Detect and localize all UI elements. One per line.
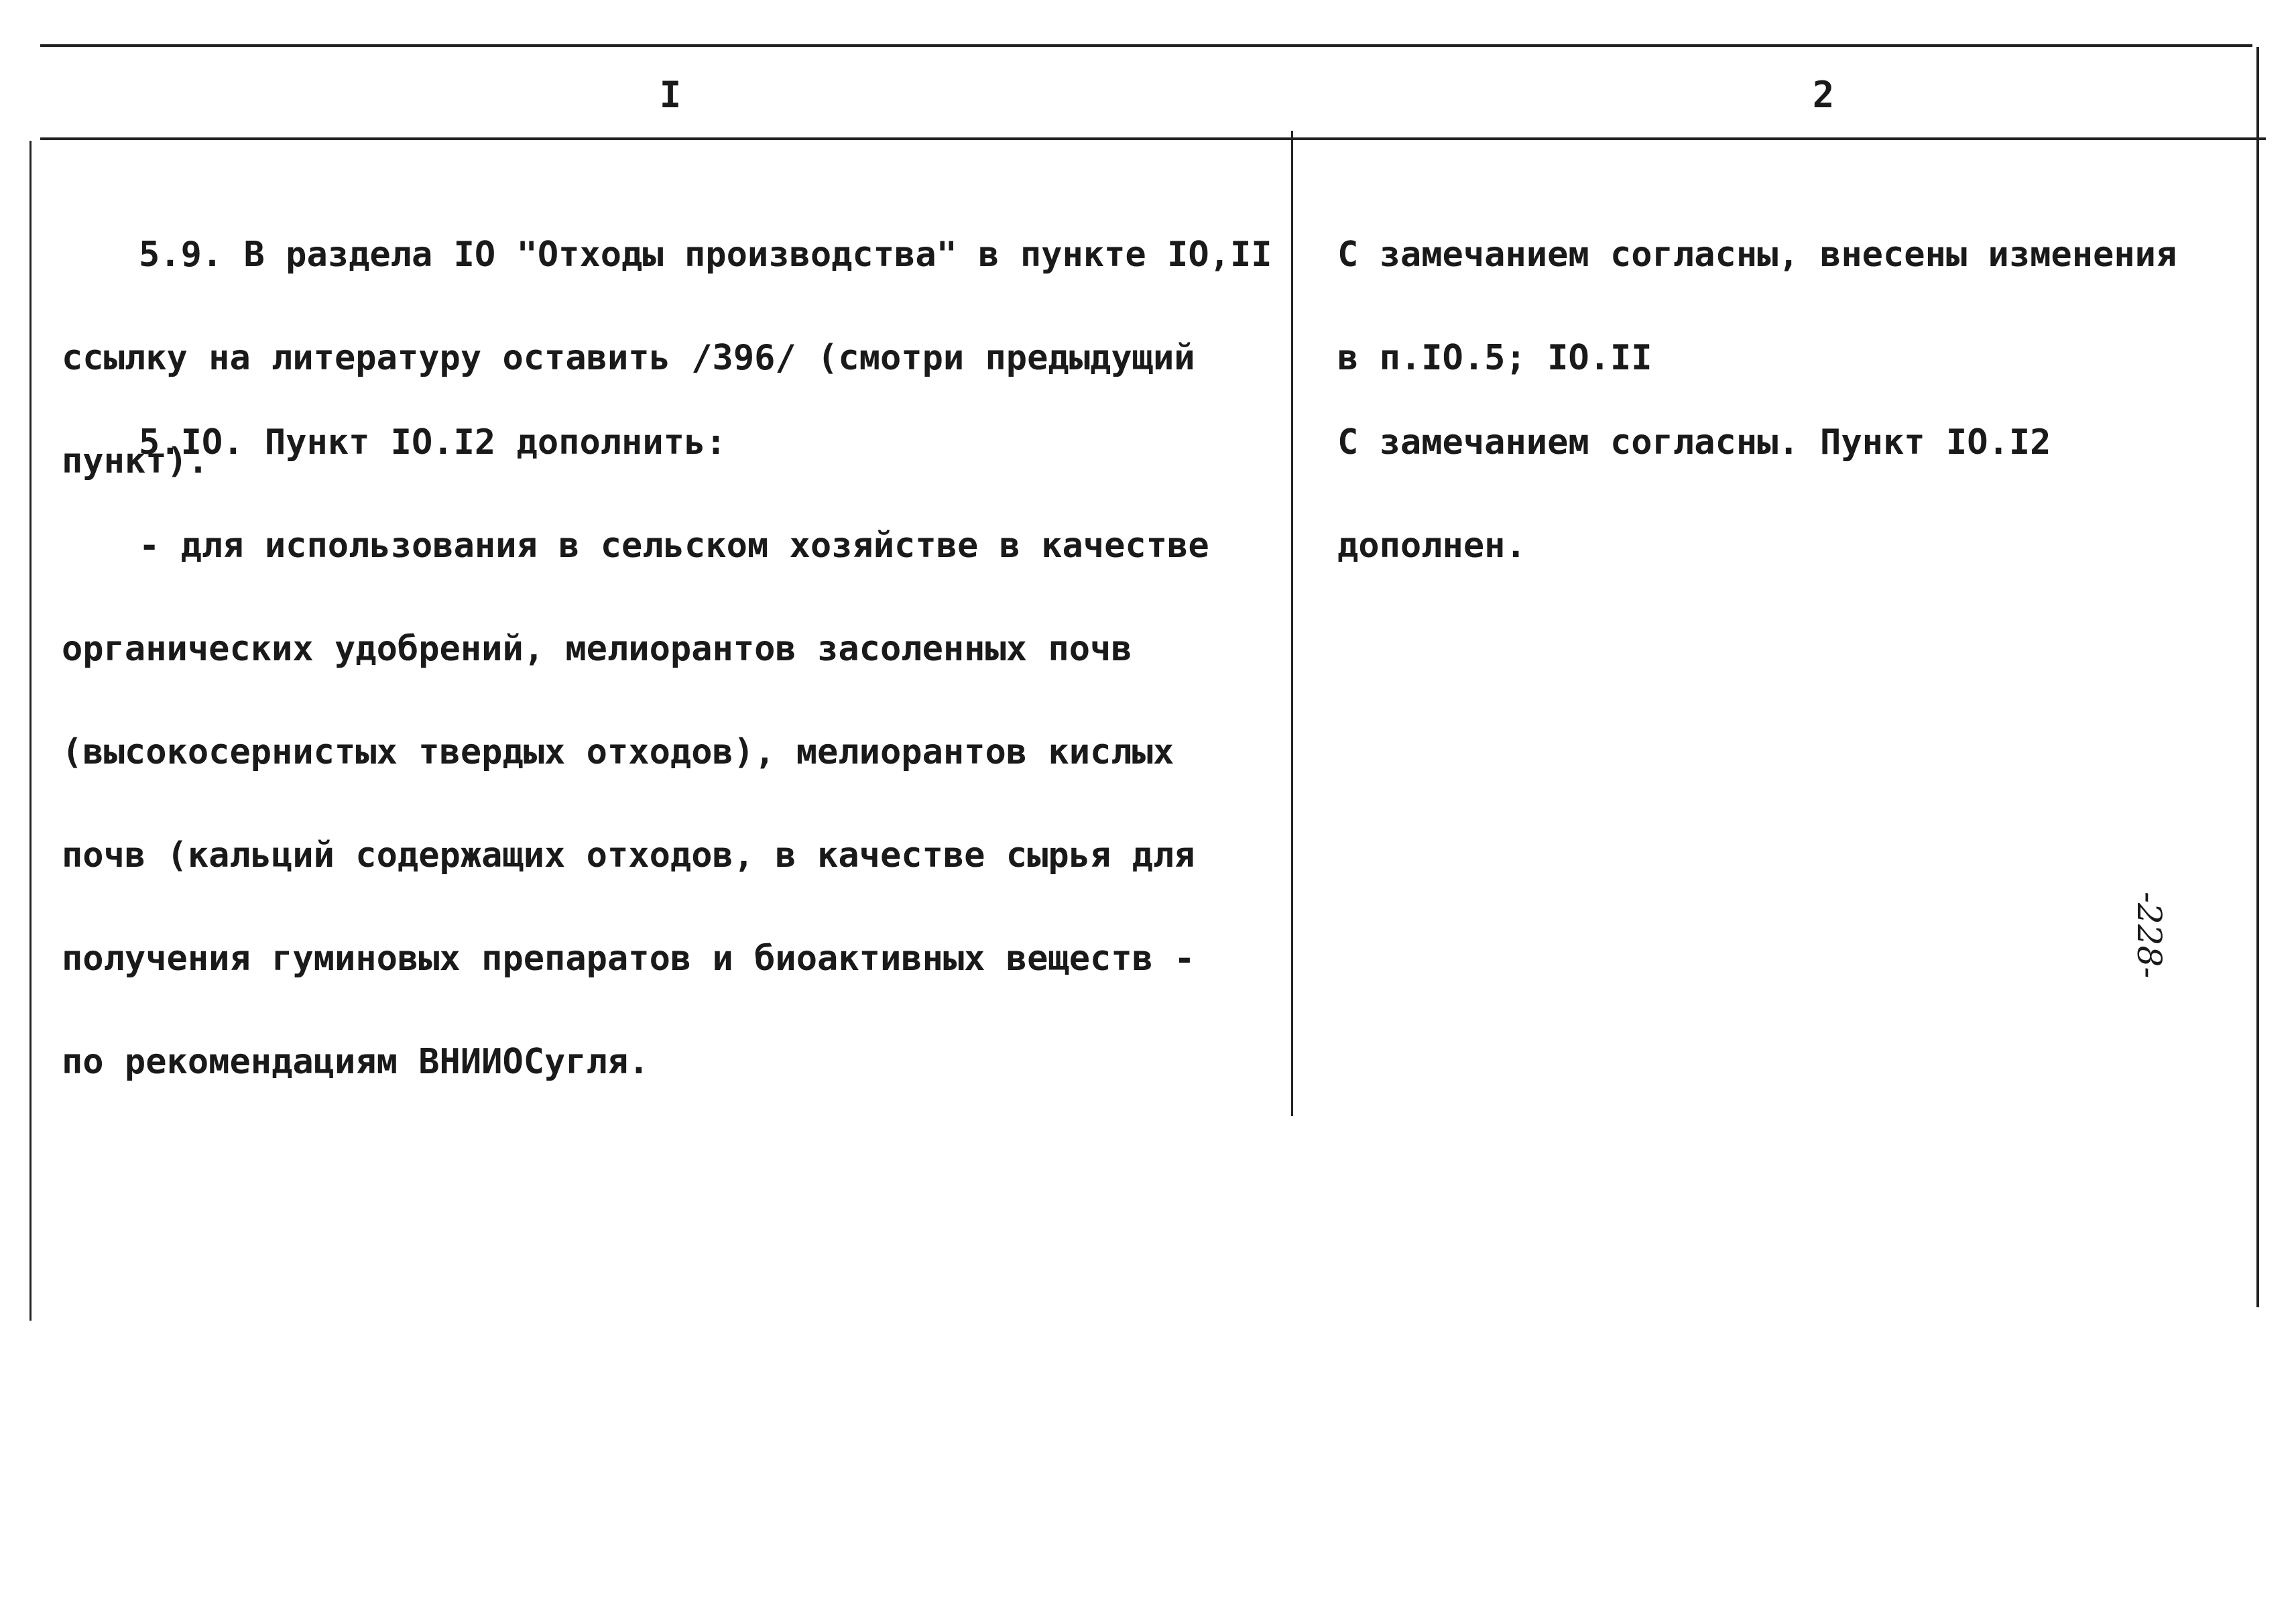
remark-line: 5.9. В раздела IO "Отходы производства" в пункте IO,II — [139, 235, 1272, 275]
remark-line: ссылку на литературу оставить /396/ (смотри предыдущий — [62, 338, 1195, 378]
table-row-2-response — [1337, 365, 2236, 623]
table-left-rule — [29, 141, 32, 1321]
response-line: С замечанием согласны. Пункт IO.I2 — [1337, 422, 2051, 463]
table-top-rule — [40, 44, 2252, 47]
response-line: дополнен. — [1337, 526, 1526, 566]
remark-line: пункт). — [62, 441, 209, 481]
response-line: в п.IO.5; IO.II — [1337, 338, 1652, 378]
remark-line: почв (кальций содержащих отходов, в качестве сырья для — [62, 835, 1195, 876]
page-number: -228- — [2130, 892, 2169, 979]
table-row-2-remark — [62, 365, 1282, 1140]
response-line: С замечанием согласны, внесены изменения — [1337, 235, 2177, 275]
remark-line: по рекомендациям ВНИИОСугля. — [62, 1042, 650, 1082]
remark-line: органических удобрений, мелиорантов засоленных почв — [62, 629, 1132, 669]
table-header-rule — [40, 137, 2266, 140]
table-column-divider — [1291, 131, 1293, 1116]
remark-line: - для использования в сельском хозяйстве в качестве — [139, 526, 1209, 566]
column-header-2: 2 — [1812, 74, 1835, 116]
remark-line: получения гуминовых препаратов и биоактивных веществ - — [62, 939, 1195, 979]
table-right-rule — [2256, 47, 2259, 1307]
remark-line: 5.IO. Пункт IO.I2 дополнить: — [139, 422, 727, 463]
column-header-1: I — [659, 74, 682, 116]
remark-line: (высокосернистых твердых отходов), мелиорантов кислых — [62, 732, 1174, 772]
